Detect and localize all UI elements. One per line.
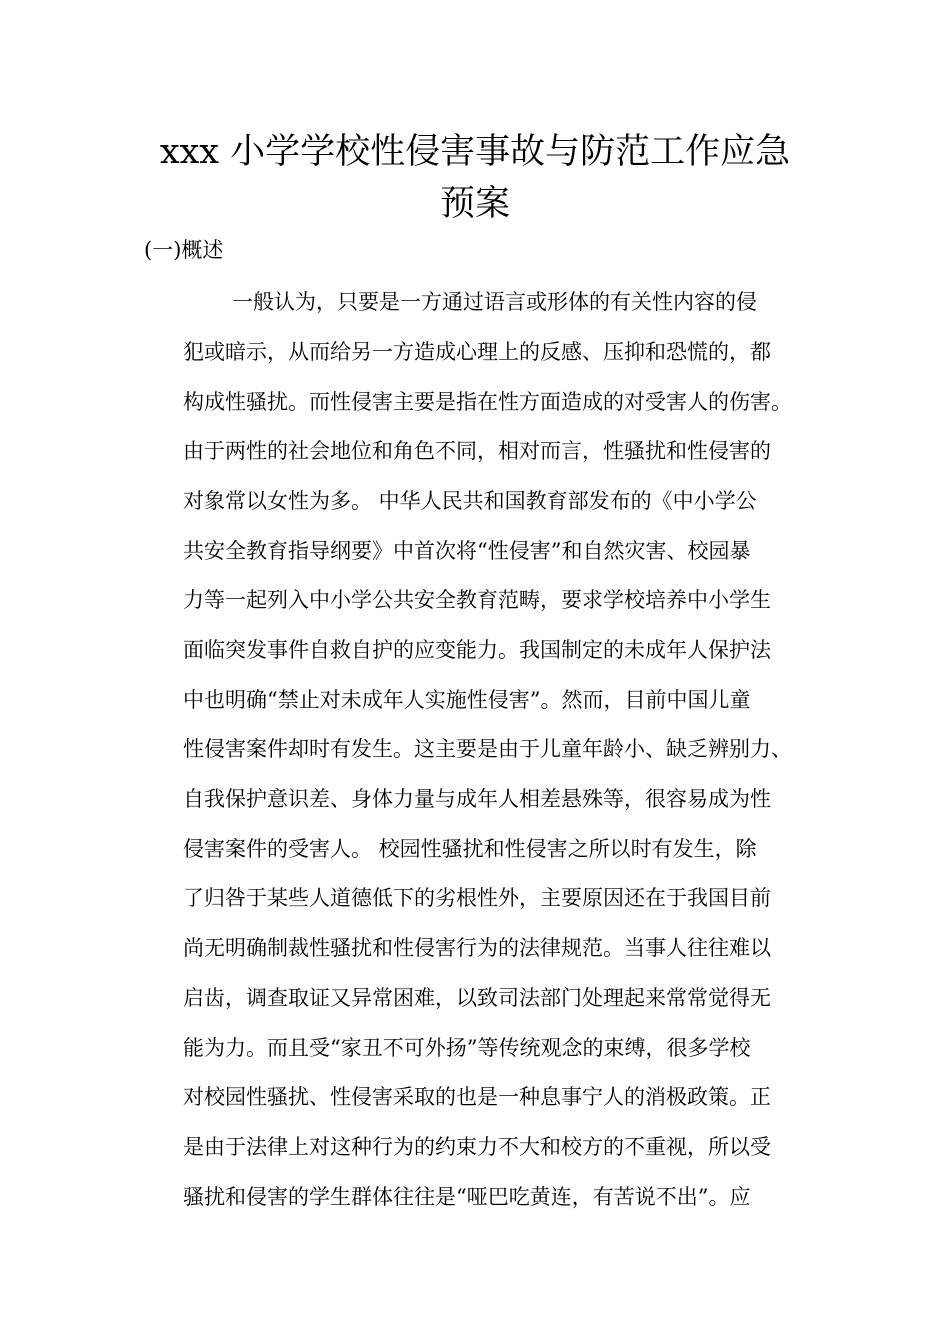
paragraph-line: 骚扰和侵害的学生群体往往是“哑巴吃黄连，有苦说不出”。应 bbox=[183, 1185, 751, 1209]
paragraph-line: 犯或暗示，从而给另一方造成心理上的反感、压抑和恐慌的，都 bbox=[183, 340, 771, 364]
paragraph-line: 了归咎于某些人道德低下的劣根性外，主要原因还在于我国目前 bbox=[183, 886, 771, 910]
paragraph-line: 对校园性骚扰、性侵害采取的也是一种息事宁人的消极政策。正 bbox=[183, 1085, 771, 1109]
paragraph-line: 是由于法律上对这种行为的约束力不大和校方的不重视，所以受 bbox=[183, 1135, 771, 1159]
paragraph-line: 对象常以女性为多。 中华人民共和国教育部发布的《中小学公 bbox=[183, 489, 757, 513]
paragraph-line: 自我保护意识差、身体力量与成年人相差悬殊等，很容易成为性 bbox=[183, 787, 771, 811]
paragraph-line: 共安全教育指导纲要》中首次将“性侵害”和自然灾害、校园暴 bbox=[183, 539, 751, 563]
paragraph-line: 力等一起列入中小学公共安全教育范畴，要求学校培养中小学生 bbox=[183, 588, 771, 612]
paragraph-line: 尚无明确制裁性骚扰和性侵害行为的法律规范。当事人往往难以 bbox=[183, 936, 771, 960]
paragraph-line: 启齿，调查取证又异常困难，以致司法部门处理起来常常觉得无 bbox=[183, 986, 771, 1010]
document-title-line-1: xxx 小学学校性侵害事故与防范工作应急 bbox=[159, 132, 791, 172]
paragraph-line: 侵害案件的受害人。 校园性骚扰和性侵害之所以时有发生，除 bbox=[183, 837, 757, 861]
paragraph-line: 构成性骚扰。而性侵害主要是指在性方面造成的对受害人的伤害。 bbox=[183, 390, 792, 414]
paragraph-line: 能为力。而且受“家丑不可外扬”等传统观念的束缚，很多学校 bbox=[183, 1036, 751, 1060]
paragraph-line: 一般认为，只要是一方通过语言或形体的有关性内容的侵 bbox=[232, 290, 757, 314]
paragraph-line: 面临突发事件自救自护的应变能力。我国制定的未成年人保护法 bbox=[183, 638, 771, 662]
paragraph-line: 性侵害案件却时有发生。这主要是由于儿童年龄小、缺乏辨别力、 bbox=[183, 737, 792, 761]
paragraph-line: 由于两性的社会地位和角色不同，相对而言，性骚扰和性侵害的 bbox=[183, 439, 771, 463]
paragraph-line: 中也明确“禁止对未成年人实施性侵害”。然而，目前中国儿童 bbox=[183, 688, 751, 712]
document-title-line-2: 预案 bbox=[439, 184, 510, 224]
section-heading: (一)概述 bbox=[144, 238, 224, 262]
